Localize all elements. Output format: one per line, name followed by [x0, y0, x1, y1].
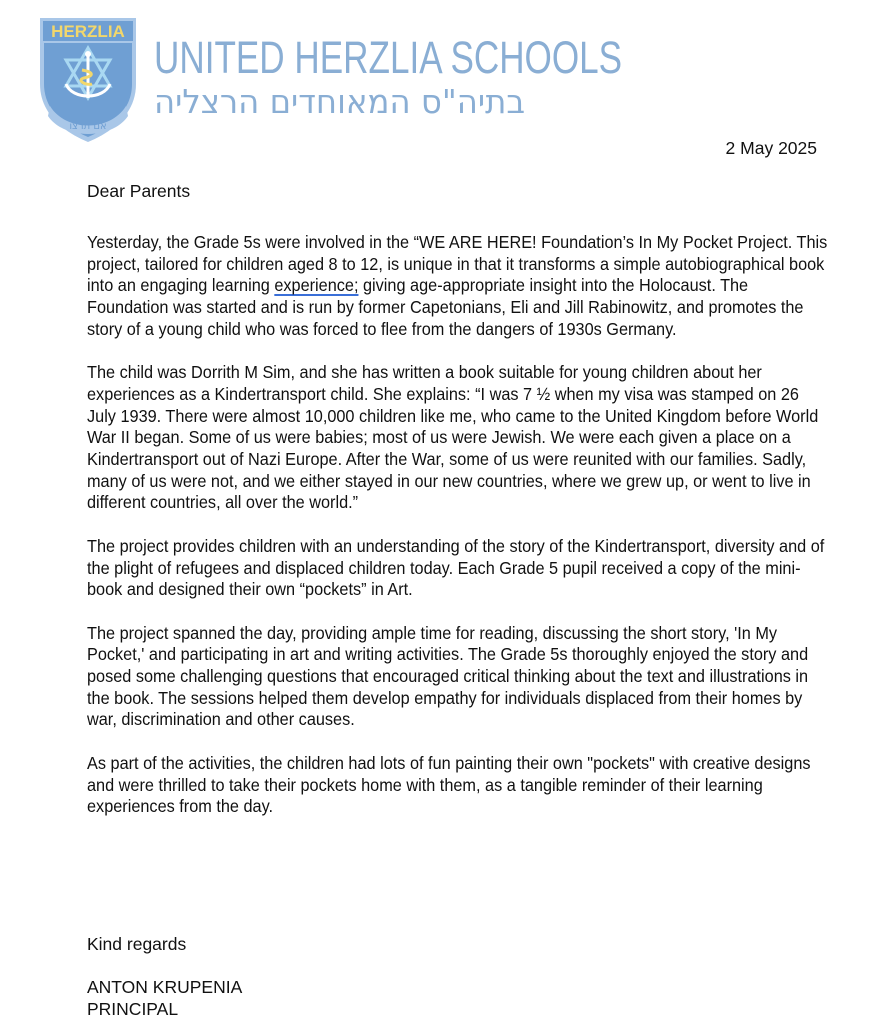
paragraph-1	[87, 232, 827, 341]
crest-banner-text: HERZLIA	[51, 22, 125, 41]
paragraph-4: The project spanned the day, providing ample time for reading, discussing the short story, 'In My Pocket,' and participating in art and writing activities. The Grade 5s thoroughly enjoyed the story and posed some challenging questions that encouraged critical thinking about the text and illustrations in the book. The sessions helped them develop empathy for individuals displaced from their homes by war, discrimination and other causes.	[87, 622, 809, 730]
salutation: Dear Parents	[87, 181, 191, 201]
school-crest-logo	[36, 14, 140, 144]
letter-date: 2 May 2025	[725, 138, 817, 158]
paragraph-1-text-cont: giving age-appropriate insight into the Holocaust. The Foundation was started and is run by former Capetonians, Eli and Jill Rabinowitz, and promotes the story of a young child who was forced to flee from the dangers of 1930s Germany.	[87, 275, 804, 339]
paragraph-1-text: Yesterday, the Grade 5s were involved in the “WE ARE HERE! Foundation’s In My Pocket Project. This project, tailored for children aged 8 to 12, is unique in that it transforms a simple autobiographical book into an engaging learning	[87, 232, 828, 296]
paragraph-5: As part of the activities, the children had lots of fun painting their own "pockets" with creative designs and were thrilled to take their pockets home with them, as a tangible reminder of their learning experiences from the day.	[87, 752, 811, 817]
letter-body	[87, 232, 827, 840]
school-name-english: UNITED HERZLIA SCHOOLS	[154, 32, 623, 83]
paragraph-3: The project provides children with an understanding of the story of the Kindertransport, diversity and of the plight of refugees and displaced children today. Each Grade 5 pupil received a copy of the mini-book and designed their own “pockets” in Art.	[87, 535, 825, 600]
signer-title: PRINCIPAL	[87, 998, 179, 1019]
school-name-hebrew: בתיה"ס המאוחדים הרצליה	[154, 82, 526, 121]
signer-name: ANTON KRUPENIA	[87, 977, 243, 997]
paragraph-2: The child was Dorrith M Sim, and she has written a book suitable for young children about her experiences as a Kindertransport child. She explains: “I was 7 ½ when my visa was stamped on 26 July 1939. There were almost 10,000 children like me, who came to the United Kingdom before World War II began. Some of us were babies; most of us were Jewish. We were each given a place on a Kindertransport out of Nazi Europe. After the War, some of us were reunited with our families. Sadly, many of us were not, and we either stayed in our new countries, where we grew up, or went to live in different countries, all over the world.”	[87, 362, 819, 513]
signature-block	[87, 977, 242, 1020]
school-name-block	[154, 34, 754, 120]
closing: Kind regards	[87, 934, 187, 954]
herzlia-crest-icon	[36, 14, 140, 144]
crest-motto-text: אם תרצו	[69, 121, 107, 132]
spellcheck-flagged-word[interactable]: experience;	[274, 275, 359, 296]
